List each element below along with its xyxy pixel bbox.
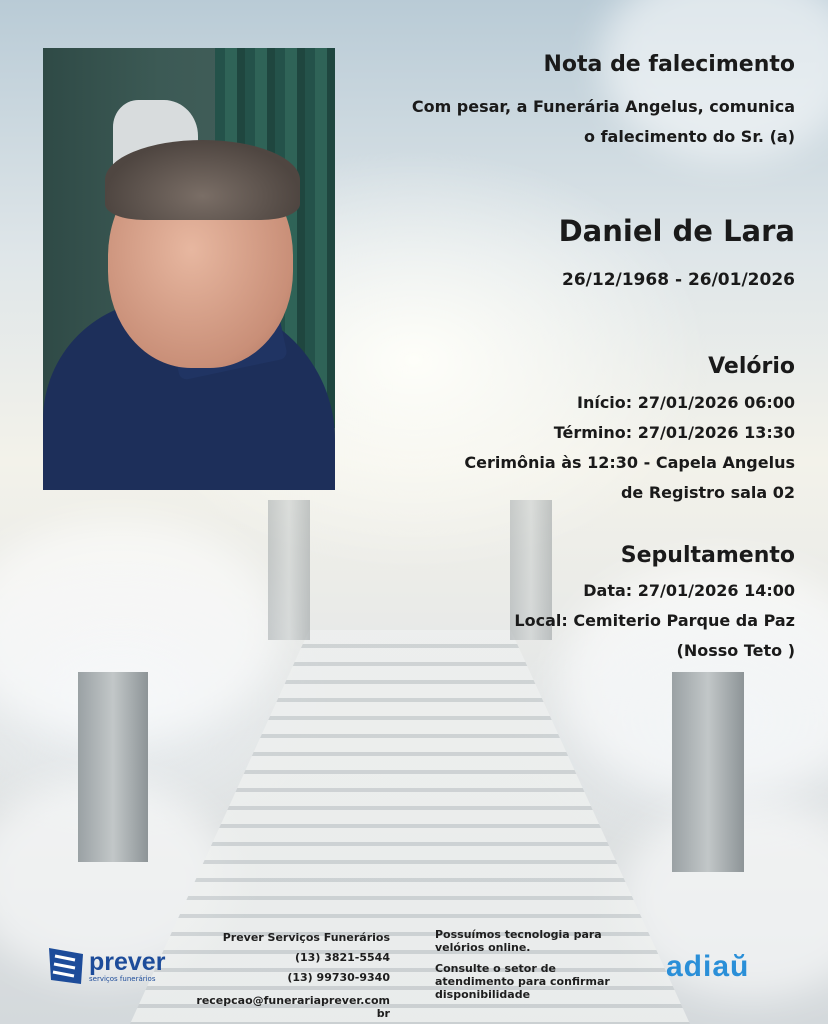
online-notice xyxy=(435,928,635,954)
email-line: br xyxy=(376,1007,390,1020)
sepultamento-location: Local: Cemiterio Parque da Paz xyxy=(514,611,795,630)
prever-name: prever xyxy=(89,947,166,976)
notice-title: Nota de falecimento xyxy=(543,52,795,77)
notice-intro-line: Com pesar, a Funerária Angelus, comunica xyxy=(411,97,795,116)
photo-hair xyxy=(105,140,300,220)
notice-intro xyxy=(412,92,795,152)
sepultamento-details xyxy=(514,576,795,666)
prever-mark-icon xyxy=(45,944,87,988)
prever-logo xyxy=(45,944,165,988)
online-info xyxy=(435,928,635,1009)
consult-line: atendimento para confirmar xyxy=(435,975,610,988)
email-address xyxy=(160,994,390,1020)
prever-tagline: serviços funerários xyxy=(89,974,156,983)
velorio-ceremony: de Registro sala 02 xyxy=(620,483,795,502)
velorio-details xyxy=(464,388,795,508)
velorio-end: Término: 27/01/2026 13:30 xyxy=(553,423,795,442)
pillar-right xyxy=(672,672,744,872)
sepultamento-heading: Sepultamento xyxy=(620,543,795,568)
phone-number: (13) 3821-5544 xyxy=(295,951,390,964)
consult-line: Consulte o setor de xyxy=(435,962,556,975)
velorio-heading: Velório xyxy=(708,354,795,379)
company-name: Prever Serviços Funerários xyxy=(222,931,390,944)
contact-block xyxy=(160,928,390,1020)
sepultamento-date: Data: 27/01/2026 14:00 xyxy=(583,581,795,600)
consult-line: disponibilidade xyxy=(435,988,531,1001)
notice-intro-line: o falecimento do Sr. (a) xyxy=(584,127,795,146)
velorio-ceremony: Cerimônia às 12:30 - Capela Angelus xyxy=(464,453,795,472)
pillar-far-left xyxy=(268,500,310,640)
deceased-dates: 26/12/1968 - 26/01/2026 xyxy=(562,270,795,290)
velorio-start: Início: 27/01/2026 06:00 xyxy=(576,393,795,412)
deceased-name: Daniel de Lara xyxy=(558,214,795,248)
online-line: velórios online. xyxy=(435,941,531,954)
sepultamento-location: (Nosso Teto ) xyxy=(676,641,795,660)
online-line: Possuímos tecnologia para xyxy=(435,928,602,941)
deceased-photo xyxy=(43,48,335,490)
consult-notice xyxy=(435,962,635,1001)
adiau-logo: adiaŭ xyxy=(666,950,750,983)
phone-number: (13) 99730-9340 xyxy=(287,971,390,984)
pillar-left xyxy=(78,672,148,862)
email-line: recepcao@funerariaprever.com xyxy=(196,994,390,1007)
